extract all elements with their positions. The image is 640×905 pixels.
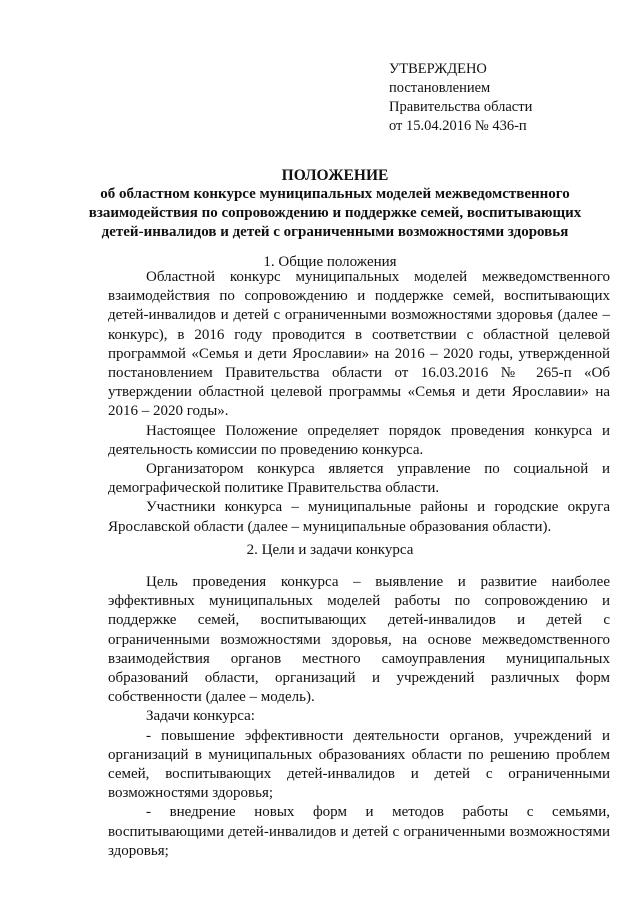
paragraph: - внедрение новых форм и методов работы с семьями, воспитывающими детей-инвалидов и детей с ограниченными возможностями здоровья; [108,804,610,859]
title-line: об областном конкурсе муниципальных моделей межведомственного [100,186,570,202]
paragraph: - повышение эффективности деятельности органов, учреждений и организаций в муниципальных образованиях области по решению проблем семей, воспитывающих детей-инвалидов и детей с ограниченными возможностями здоровья; [108,727,610,802]
paragraph: Участники конкурса – муниципальные районы и городские округа Ярославской области (далее – муниципальные образования области). [108,499,610,535]
title-heading: ПОЛОЖЕНИЕ [281,167,389,184]
document-title [80,166,590,242]
section-1-body [108,268,610,537]
approval-stamp [389,60,532,136]
paragraph: Задачи конкурса: [146,708,255,725]
section-2-body [108,573,610,861]
paragraph: Организатором конкурса является управление по социальной и демографической политике Правительства области. [108,461,610,497]
approval-title: УТВЕРЖДЕНО [389,61,487,77]
paragraph: Настоящее Положение определяет порядок проведения конкурса и деятельность комиссии по проведению конкурса. [108,422,610,458]
section-2-heading: 2. Цели и задачи конкурса [246,542,414,558]
approval-line: постановлением [389,80,491,96]
paragraph: Цель проведения конкурса – выявление и развитие наиболее эффективных муниципальных моделей работы по сопровождению и поддержке семей, воспитывающих детей-инвалидов и детей с ограниченными возможностями здоровья, на основе межведомственного взаимодействия органов местного самоуправления муниципальных образований области, организаций и учреждений различных форм собственности (далее – модель). [108,574,610,706]
section-1-heading: 1. Общие положения [263,254,397,270]
title-line: детей-инвалидов и детей с ограниченными возможностями здоровья [101,224,569,240]
approval-line: Правительства области [389,99,533,115]
paragraph: Областной конкурс муниципальных моделей межведомственного взаимодействия по сопровождению и поддержке семей, воспитывающих детей-инвалидов и детей с ограниченными возможностями здоровья (далее – конкурс), в 2016 году проводится в соответствии с областной целевой программой «Семья и дети Ярославии» на 2016 – 2020 годы, утвержденной постановлением Правительства области от 16.03.2016 № 265-п «Об утверждении областной целевой программы «Семья и дети Ярославии» на 2016 – 2020 годы». [108,269,610,420]
approval-date: от 15.04.2016 № 436-п [389,118,527,134]
title-line: взаимодействия по сопровождению и поддержке семей, воспитывающих [88,205,582,221]
